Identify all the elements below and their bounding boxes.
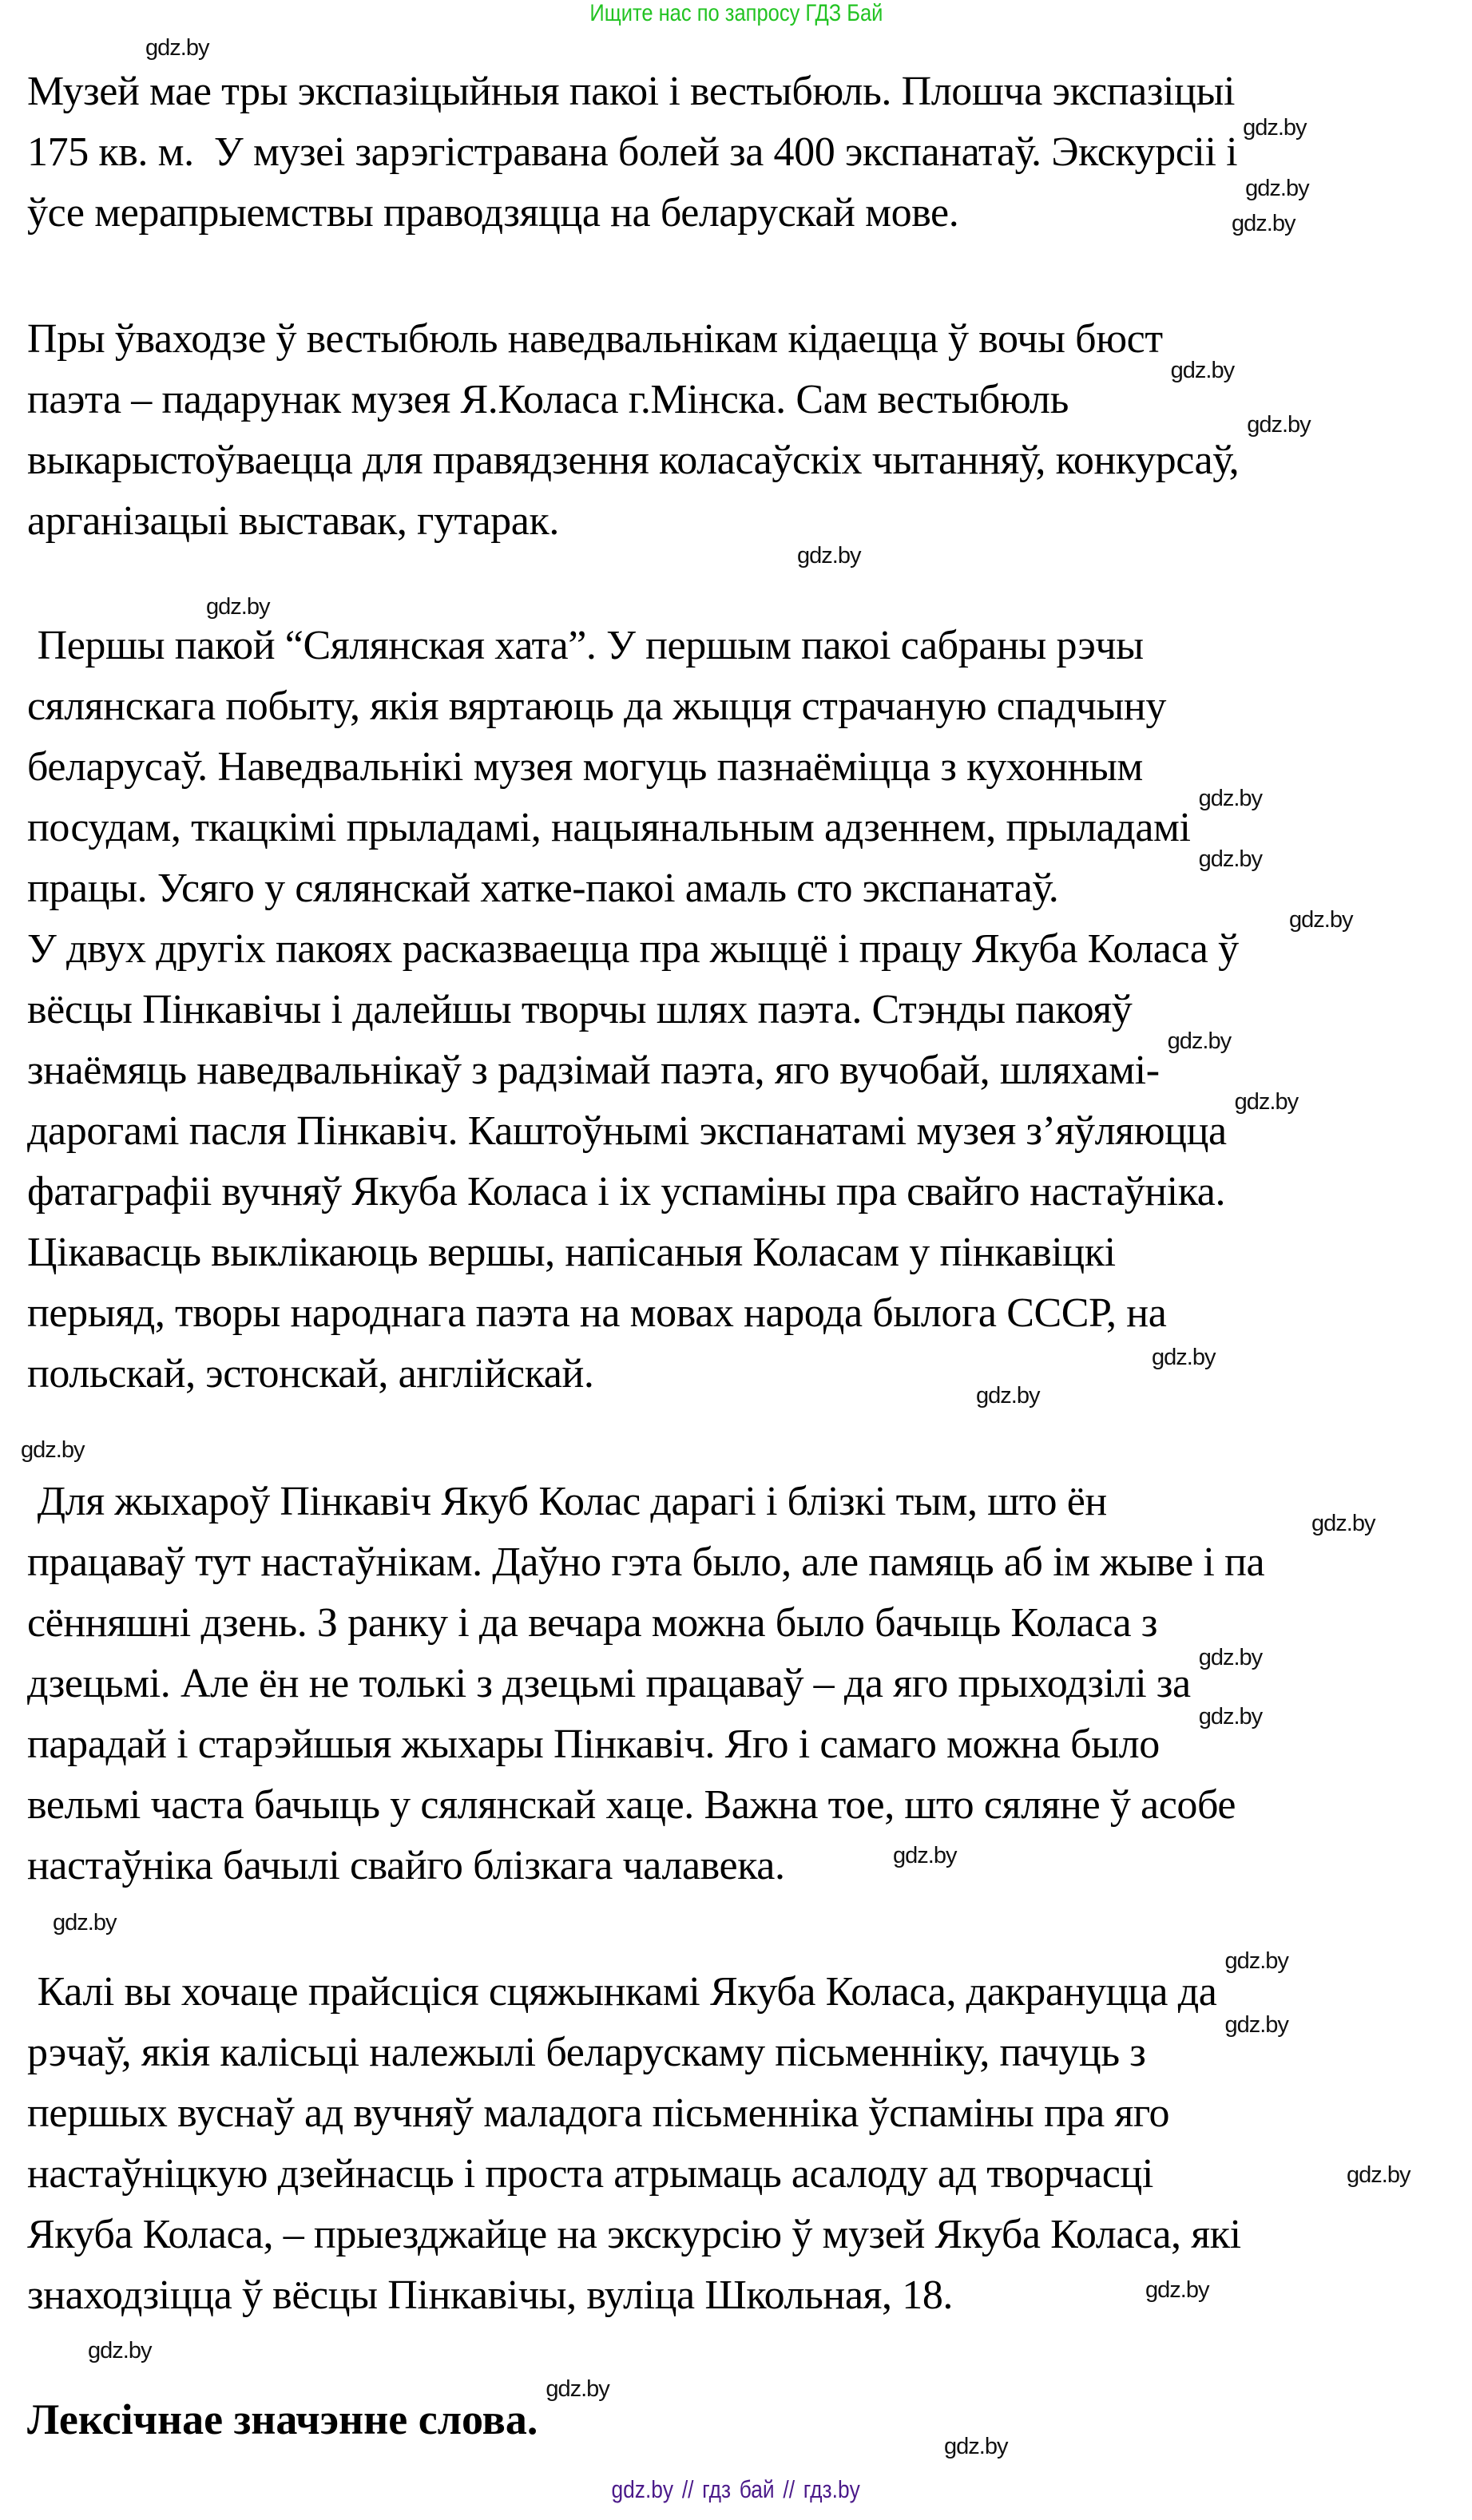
- text-line: настаўніцкую дзейнасць і проста атрымаць асалоду ад творчасці: [27, 2151, 1153, 2197]
- text-line: сённяшні дзень. З ранку і да вечара можна было бачыць Коласа з: [27, 1600, 1157, 1646]
- text-line: беларусаў. Наведвальнікі музея могуць пазнаёміцца з кухонным: [27, 744, 1143, 790]
- text-line: знаходзіцца ў вёсцы Пінкавічы, вуліца Школьная, 18.: [27, 2272, 954, 2318]
- watermark: gdz.by: [944, 2434, 1008, 2459]
- watermark: gdz.by: [1167, 1028, 1232, 1054]
- text-line: Якуба Коласа, – прыезджайце на экскурсію ў музей Якуба Коласа, які: [27, 2212, 1241, 2257]
- paragraph: [27, 1969, 1241, 2333]
- text-line: Цікавасць выклікаюць вершы, напісаныя Коласам у пінкавіцкі: [27, 1230, 1116, 1275]
- text-line: Для жыхароў Пінкавіч Якуб Колас дарагі і блізкі тым, што ён: [27, 1479, 1107, 1524]
- watermark: gdz.by: [206, 594, 270, 620]
- watermark: gdz.by: [1245, 176, 1309, 201]
- text-line: сялянскага побыту, якія вяртаюць да жыцця страчаную спадчыну: [27, 683, 1166, 729]
- watermark: gdz.by: [1311, 1511, 1375, 1536]
- text-line: перыяд, творы народнага паэта на мовах народа былога СССР, на: [27, 1290, 1167, 1336]
- watermark: gdz.by: [1224, 1948, 1288, 1974]
- text-line: першых вуснаў ад вучняў маладога пісьменніка ўспаміны пра яго: [27, 2090, 1170, 2136]
- text-line: працы. Усяго у сялянскай хатке-пакоі амаль сто экспанатаў.: [27, 866, 1059, 911]
- watermark: gdz.by: [1198, 786, 1263, 811]
- watermark: gdz.by: [53, 1910, 117, 1936]
- watermark: gdz.by: [88, 2338, 152, 2363]
- text-line: фатаграфіі вучняў Якуба Коласа і іх успаміны пра свайго настаўніка.: [27, 1169, 1226, 1214]
- text-line: польскай, эстонскай, англійскай.: [27, 1351, 594, 1397]
- paragraph: [27, 1479, 1264, 1904]
- text-line: Першы пакой “Сялянская хата”. У першым пакоі сабраны рэчы: [27, 623, 1144, 668]
- text-line: працаваў тут настаўнікам. Даўно гэта было, але памяць аб ім жыве і па: [27, 1539, 1265, 1585]
- watermark: gdz.by: [1224, 2012, 1288, 2038]
- text-line: арганізацыі выставак, гутарак.: [27, 498, 559, 544]
- watermark: gdz.by: [797, 543, 861, 569]
- search-banner-text[interactable]: Ищите нас по запросу ГДЗ Бай: [589, 0, 883, 26]
- watermark: gdz.by: [1347, 2162, 1411, 2188]
- text-line: Пры ўваходзе ў вестыбюль наведвальнікам кідаецца ў вочы бюст: [27, 316, 1163, 362]
- text-line: ўсе мерапрыемствы праводзяцца на беларускай мове.: [27, 190, 959, 236]
- text-line: вельмі часта бачыць у сялянскай хаце. Важна тое, што сяляне ў асобе: [27, 1782, 1236, 1828]
- paragraph: [27, 69, 1237, 251]
- watermark: gdz.by: [976, 1383, 1040, 1409]
- text-line: посудам, ткацкімі прыладамі, нацыянальным адзеннем, прыладамі: [27, 805, 1191, 850]
- text-line: знаёмяць наведвальнікаў з радзімай паэта, яго вучобай, шляхамі-: [27, 1048, 1160, 1093]
- text-line: Калі вы хочаце прайсціся сцяжынкамі Якуба Коласа, дакрануцца да: [27, 1969, 1217, 2015]
- watermark: gdz.by: [1289, 907, 1353, 933]
- text-line: У двух другіх пакоях расказваецца пра жыццё і працу Якуба Коласа ў: [27, 926, 1239, 972]
- text-line: рэчаў, якія калісьці належылі беларускаму пісьменніку, пачуць з: [27, 2030, 1146, 2075]
- search-banner[interactable]: [0, 0, 1472, 27]
- watermark: gdz.by: [1243, 115, 1307, 141]
- paragraph: [27, 623, 1239, 1412]
- text-line: настаўніка бачылі свайго блізкага чалавека.: [27, 1843, 785, 1888]
- text-line: дарогамі пасля Пінкавіч. Каштоўнымі экспанатамі музея з’яўляюцца: [27, 1108, 1227, 1154]
- paragraph: [27, 316, 1239, 559]
- watermark: gdz.by: [1232, 211, 1295, 236]
- text-line: вёсцы Пінкавічы і далейшы творчы шлях паэта. Стэнды пакояў: [27, 987, 1133, 1032]
- text-line: парадай і старэйшыя жыхары Пінкавіч. Яго і самаго можна было: [27, 1722, 1160, 1767]
- section-heading: Лексічнае значэнне слова.: [27, 2395, 538, 2443]
- text-line: 175 кв. м. У музеі зарэгістравана болей за 400 экспанатаў. Экскурсіі і: [27, 129, 1238, 175]
- watermark: gdz.by: [1198, 1704, 1263, 1730]
- watermark: gdz.by: [145, 35, 209, 61]
- footer-text[interactable]: gdz.by // гдз бай // гдз.by: [611, 2475, 861, 2503]
- watermark: gdz.by: [1247, 412, 1311, 438]
- watermark: gdz.by: [1234, 1089, 1299, 1115]
- watermark: gdz.by: [893, 1843, 957, 1868]
- watermark: gdz.by: [1198, 846, 1263, 872]
- text-line: выкарыстоўваецца для правядзення коласаўскіх чытанняў, конкурсаў,: [27, 438, 1240, 483]
- watermark: gdz.by: [546, 2376, 609, 2402]
- text-line: Музей мае тры экспазіцыйныя пакоі і вестыбюль. Плошча экспазіцыі: [27, 69, 1236, 114]
- text-line: дзецьмі. Але ён не толькі з дзецьмі працаваў – да яго прыходзілі за: [27, 1661, 1191, 1706]
- footer-links[interactable]: [0, 2475, 1472, 2504]
- watermark: gdz.by: [1170, 358, 1235, 383]
- watermark: gdz.by: [1152, 1345, 1216, 1370]
- watermark: gdz.by: [1145, 2277, 1209, 2303]
- watermark: gdz.by: [1198, 1645, 1263, 1670]
- watermark: gdz.by: [21, 1437, 85, 1463]
- text-line: паэта – падарунак музея Я.Коласа г.Мінска. Сам вестыбюль: [27, 377, 1069, 422]
